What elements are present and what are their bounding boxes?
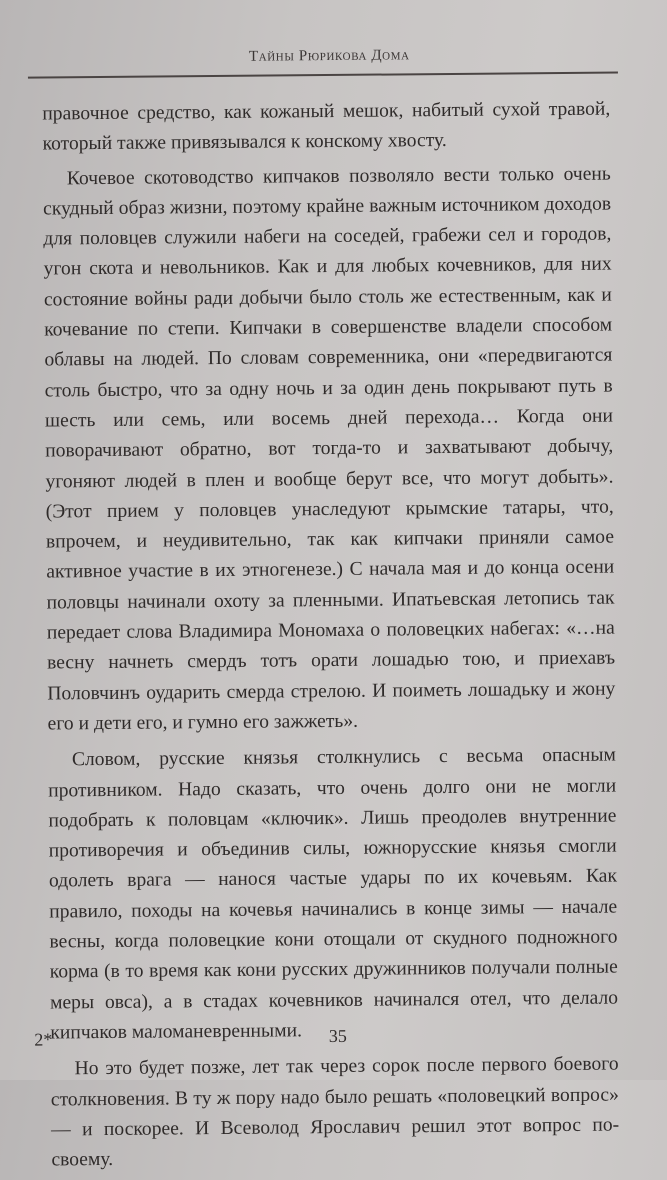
paragraph: Словом, русские князья столкнулись с весьма опасным противником. Надо сказать, что очень долго они не могли подобрать к половцам «ключик». Лишь преодолев внутренние противоречия и объединив силы, южнорусские князья смогли одолеть врага — нанося частые удары по их кочевьям. Как правило, походы на кочевья начинались в конце зимы — начале весны, когда половецкие кони отощали от скудного подножного корма (в то время как кони русских дружинников получали полные меры овса), а в стадах кочевников начинался отел, что делало кипчаков маломаневренными. [48,744,619,1044]
signature-mark: 2* [34,1029,53,1050]
page-number: 35 [328,1025,347,1047]
paragraph-continuation: правочное средство, как кожаный мешок, набитый сухой травой, который также привязывался к конскому хвосту. [42,98,611,155]
paragraph: Кочевое скотоводство кипчаков позволяло вести только очень скудный образ жизни, поэтому крайне важным источником доходов для половцев служили набеги на соседей, грабежи сел и городов, угон скота и невольников. Как и для любых кочевников, для них состояние войны ради добычи было столь же естественным, как и кочевание по степи. Кипчаки в совершенстве владели способом облавы на людей. По словам современника, они «передвигаются столь быстро, что за одну ночь и за один день покрывают путь в шесть или семь, или восемь дней перехода… Когда они поворачивают обратно, вот тогда-то и захватывают добычу, угоняют людей в плен и вообще берут все, что могут добыть». (Этот прием у половцев унаследуют крымские татары, что, впрочем, и неудивительно, так как кипчаки приняли самое активное участие в их этногенезе.) С начала мая и до конца осени половцы начинали охоту за пленными. Ипатьевская летопись так передает слова Владимира Мономаха о половецких набегах: «…на весну начнеть смердъ тотъ орати лошадью тою, и приехавъ Половчинъ оударить смерда стрелою. И поиметь лошадьку и жону его и дети его, и гумно его зажжеть». [43,163,616,735]
header-rule [28,72,618,79]
body-text [42,95,619,1180]
paragraph: Но это будет позже, лет так через сорок после первого боевого столкновения. В ту ж пору надо было решать «половецкий вопрос» — и поскорее. И Всеволод Ярославич решил этот вопрос по-своему. [50,1053,620,1171]
running-title: Тайны Рюрикова Дома [248,47,410,65]
